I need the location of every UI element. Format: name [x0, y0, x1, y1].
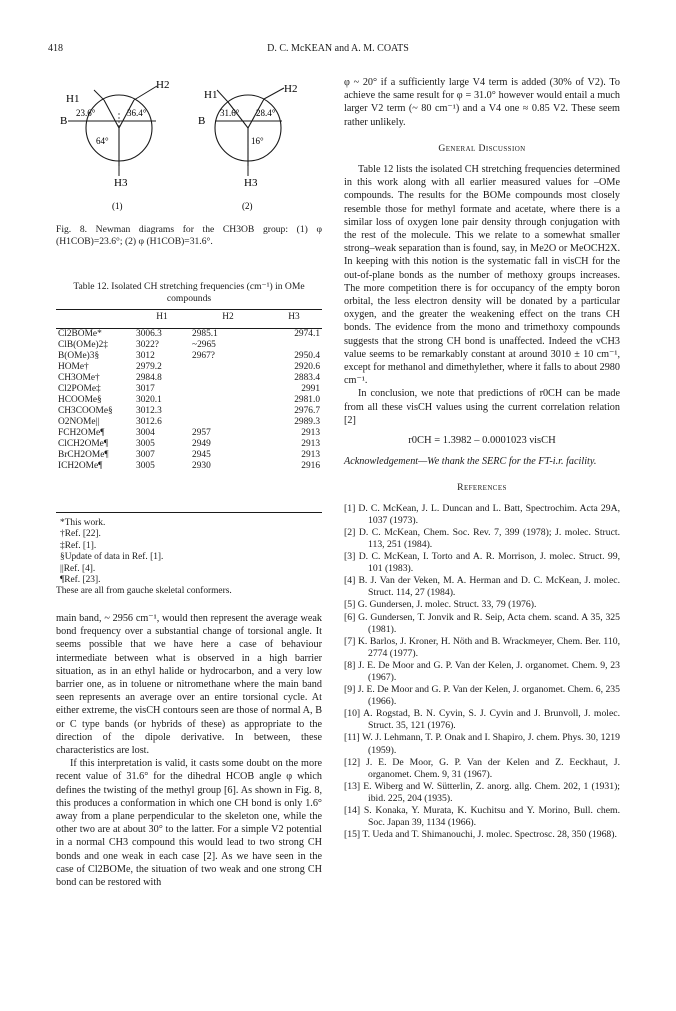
reference-item: [4] B. J. Van der Veken, M. A. Herman and D. C. McKean, J. molec. Struct. 114, 27 (1984). [344, 575, 620, 599]
frequency-cell [190, 395, 266, 406]
reference-item: [3] D. C. McKean, I. Torto and A. R. Morrison, J. molec. Struct. 99, 101 (1983). [344, 551, 620, 575]
frequency-cell: 2950.4 [294, 351, 320, 361]
frequency-cell: 3022? [136, 340, 159, 350]
frequency-cell: 3017 [136, 384, 155, 394]
angle-1: 31.6° [220, 108, 240, 118]
frequency-cell: 2957 [192, 428, 211, 438]
table-row [56, 395, 322, 406]
frequency-cell: 2930 [192, 461, 211, 471]
compound-cell: CH3OMe† [58, 373, 100, 383]
footnote: These are all from gauche skeletal conformers. [56, 586, 232, 597]
frequency-cell: 2945 [192, 450, 211, 460]
paragraph: In conclusion, we note that predictions of r0CH can be made from all these νisCH values using the current correlation relation [2] [344, 388, 620, 426]
reference-list [344, 503, 620, 842]
compound-cell: BrCH2OMe¶ [58, 450, 109, 460]
footnote: §Update of data in Ref. [1]. [60, 552, 164, 563]
compound-cell: B(OMe)3§ [58, 351, 100, 361]
frequency-cell [190, 373, 266, 384]
table-row [56, 340, 322, 351]
frequency-cell [266, 340, 322, 351]
footnote: ||Ref. [4]. [60, 563, 96, 574]
table-row [56, 461, 322, 472]
frequency-cell: 2967? [192, 351, 215, 361]
section-heading: General Discussion [438, 142, 526, 154]
footnote: †Ref. [22]. [60, 529, 101, 540]
paragraph: φ ~ 20° if a sufficiently large V4 term is added (30% of V2). To achieve the same result for φ = 31.0° however would entail a much larger V2 term (~ 80 cm⁻¹) and a V4 one ≈ 0.85 V2. These seem rather unlikely. [344, 77, 620, 128]
table-rule-top [56, 309, 322, 310]
frequency-cell: 2974.1 [294, 329, 320, 339]
angle-2: 36.4° [127, 108, 147, 118]
frequency-cell [190, 384, 266, 395]
label-h3: H3 [244, 177, 258, 189]
reference-item: [7] K. Barlos, J. Kroner, H. Nöth and B. Wrackmeyer, Chem. Ber. 110, 2774 (1977). [344, 635, 620, 659]
right-column-text [344, 76, 620, 841]
frequency-cell: 3004 [136, 428, 155, 438]
frequency-cell: 2949 [192, 439, 211, 449]
label-b: B [60, 115, 68, 127]
table-title: Table 12. Isolated CH stretching frequencies (cm⁻¹) in OMe compounds [73, 281, 305, 304]
compound-cell: HOMe† [58, 362, 89, 372]
table-header-row: H1 H2 H3 [156, 312, 300, 322]
frequency-cell: 3005 [136, 461, 155, 471]
acknowledgement: Acknowledgement—We thank the SERC for the FT-i.r. facility. [344, 456, 597, 468]
frequency-cell: 2989.3 [294, 417, 320, 427]
table-row [56, 373, 322, 384]
table-row [56, 439, 322, 450]
compound-cell: FCH2OMe¶ [58, 428, 105, 438]
angle-3: 16° [251, 136, 264, 146]
frequency-cell [190, 362, 266, 373]
angle-1: 23.6° [76, 108, 96, 118]
paragraph: main band, ~ 2956 cm⁻¹, would then represent the average weak bond frequency over a substantial change of torsional angle. It seems possible that we have here a case of behaviour intermediate between what is observed in a high barrier situation, as in an ethyl halide or hydrocarbon, and a very low barrier one, as in toluene or nitromethane where the main band seen represents an average over an entire torsional cycle. At either extreme, the νisCH contours seen are those of normal A, B or C type bands (or hybrids of these) as appropriate to the direction of the dipole derivative. In between, these characteristics are lost. [56, 613, 322, 757]
table-row [56, 450, 322, 461]
table-row [56, 362, 322, 373]
reference-item: [11] W. J. Lehmann, T. P. Onak and I. Shapiro, J. chem. Phys. 30, 1219 (1959). [344, 732, 620, 756]
compound-cell: Cl2BOMe* [58, 329, 102, 339]
paragraph: If this interpretation is valid, it casts some doubt on the more recent value of 31.6° for the dihedral HCOB angle φ which defines the twisting of the methyl group [6]. As shown in Fig. 8, this produces a conformation in which one CH bond is only 1.6° away from a plane perpendicular to the skeleton one, while the other two are at about 30° to the latter. For a simple V2 potential in a normal CH3 compound this would lead to two strong CH bonds and one weak in each case [2]. As we have seen in the case of Cl2BOMe, the situation of two weak and one strong CH bond can be restored with [56, 758, 322, 889]
frequency-cell: 3012.3 [136, 406, 162, 416]
frequency-cell [190, 417, 266, 428]
frequency-cell: 2913 [301, 439, 320, 449]
frequency-cell: 3020.1 [136, 395, 162, 405]
compound-cell: ClB(OMe)2‡ [58, 340, 108, 350]
table-row [56, 428, 322, 439]
running-head: D. C. McKEAN and A. M. COATS [267, 43, 409, 54]
reference-item: [10] A. Rogstad, B. N. Cyvin, S. J. Cyvin and J. Brunvoll, J. molec. Struct. 35, 121 (1976). [344, 708, 620, 732]
page-number: 418 [48, 43, 63, 54]
reference-item: [8] J. E. De Moor and G. P. Van der Kelen, J. organomet. Chem. 9, 23 (1967). [344, 659, 620, 683]
compound-cell: ICH2OMe¶ [58, 461, 103, 471]
diagram-number: (1) [112, 201, 123, 211]
label-h2: H2 [284, 83, 298, 95]
label-h3: H3 [114, 177, 128, 189]
isolated-ch-table [56, 312, 322, 472]
table-rule-bottom [56, 512, 322, 513]
diagram-number: (2) [242, 201, 253, 211]
label-h2: H2 [156, 79, 170, 91]
compound-cell: ClCH2OMe¶ [58, 439, 109, 449]
table-footnotes [56, 518, 320, 598]
frequency-cell: 2979.2 [136, 362, 162, 372]
table-row [56, 329, 322, 340]
reference-item: [13] E. Wiberg and W. Sütterlin, Z. anorg. allg. Chem. 202, 1 (1931); ibid. 225, 204 (1935). [344, 780, 620, 804]
table-row [56, 351, 322, 362]
angle-3: 64° [96, 136, 109, 146]
label-h1: H1 [66, 93, 80, 105]
frequency-cell: 3012 [136, 351, 155, 361]
left-column-text [56, 612, 322, 889]
newman-diagram-2 [198, 83, 297, 211]
paragraph: Table 12 lists the isolated CH stretching frequencies determined in this work along with all earlier measured values for –OMe compounds. The results for the BOMe compounds most closely resemble those for methyl formate and acetate, where there is a similar loss of oxygen lone pair density through conjugation with the rest of the molecule. This we relate to a somewhat smaller strong–weak separation than is found, say, in Me2O or MeOCH2X. In keeping with this notion is the systematic fall in νisCH for the out-of-plane bonds as the number of methoxy groups increases. The more competition there is for occupancy of the empty boron orbital, the less electron density will be donated by a particular oxygen, and the greater the weakening effect on the trans CH bonds. The evidence from the mono and trimethoxy compounds suggests that the strong CH bond is unaffected. Indeed the νCH3 value seems to be remarkably constant at around 3010 ± 10 cm⁻¹, except for methanol and dimethylether, where it falls to about 2980 cm⁻¹. [344, 164, 620, 387]
angle-2: 28.4° [256, 108, 276, 118]
compound-cell: Cl2POMe‡ [58, 384, 101, 394]
frequency-cell: 2913 [301, 428, 320, 438]
frequency-cell: 2883.4 [294, 373, 320, 383]
compound-cell: CH3COOMe§ [58, 406, 113, 416]
reference-item: [1] D. C. McKean, J. L. Duncan and L. Batt, Spectrochim. Acta 29A, 1037 (1973). [344, 502, 620, 526]
footnote: ‡Ref. [1]. [60, 540, 97, 551]
reference-item: [6] G. Gundersen, T. Jonvik and R. Seip, Acta chem. scand. A 35, 325 (1981). [344, 611, 620, 635]
frequency-cell: 3012.6 [136, 417, 162, 427]
table-row [56, 406, 322, 417]
frequency-cell: 3007 [136, 450, 155, 460]
frequency-cell: 3006.3 [136, 329, 162, 339]
reference-item: [12] J. E. De Moor, G. P. Van der Kelen and Z. Eeckhaut, J. organomet. Chem. 9, 31 (1967). [344, 756, 620, 780]
reference-item: [15] T. Ueda and T. Shimanouchi, J. molec. Spectrosc. 28, 350 (1968). [344, 829, 617, 841]
table-row [56, 384, 322, 395]
footnote: ¶Ref. [23]. [60, 575, 101, 586]
frequency-cell: 2913 [301, 450, 320, 460]
references-heading: References [457, 482, 507, 494]
frequency-cell: 2920.6 [294, 362, 320, 372]
reference-item: [14] S. Konaka, Y. Murata, K. Kuchitsu and Y. Morino, Bull. chem. Soc. Japan 39, 1134 (1966). [344, 805, 620, 829]
footnote: *This work. [60, 518, 106, 528]
figure-caption: Fig. 8. Newman diagrams for the CH3OB group: (1) φ (H1COB)=23.6°; (2) φ (H1COB)=31.6°. [56, 224, 322, 247]
newman-diagram-1 [60, 79, 169, 211]
frequency-cell: 2991 [301, 384, 320, 394]
frequency-cell: 2976.7 [294, 406, 320, 416]
frequency-cell: 2916 [301, 461, 320, 471]
frequency-cell: 2981.0 [294, 395, 320, 405]
table-row [56, 417, 322, 428]
newman-diagrams [52, 76, 322, 211]
frequency-cell: ~2965 [192, 340, 216, 350]
reference-item: [5] G. Gundersen, J. molec. Struct. 33, 79 (1976). [344, 599, 537, 611]
label-h1: H1 [204, 89, 218, 101]
equation: r0CH = 1.3982 – 0.0001023 νisCH [408, 435, 556, 447]
frequency-cell: 3005 [136, 439, 155, 449]
compound-cell: HCOOMe§ [58, 395, 102, 405]
label-b: B [198, 115, 206, 127]
compound-cell: O2NOMe|| [58, 417, 100, 427]
frequency-cell: 2984.8 [136, 373, 162, 383]
reference-item: [2] D. C. McKean, Chem. Soc. Rev. 7, 399 (1978); J. molec. Struct. 113, 251 (1984). [344, 526, 620, 550]
reference-item: [9] J. E. De Moor and G. P. Van der Kelen, J. organomet. Chem. 6, 235 (1966). [344, 684, 620, 708]
frequency-cell [190, 406, 266, 417]
frequency-cell: 2985.1 [192, 329, 218, 339]
